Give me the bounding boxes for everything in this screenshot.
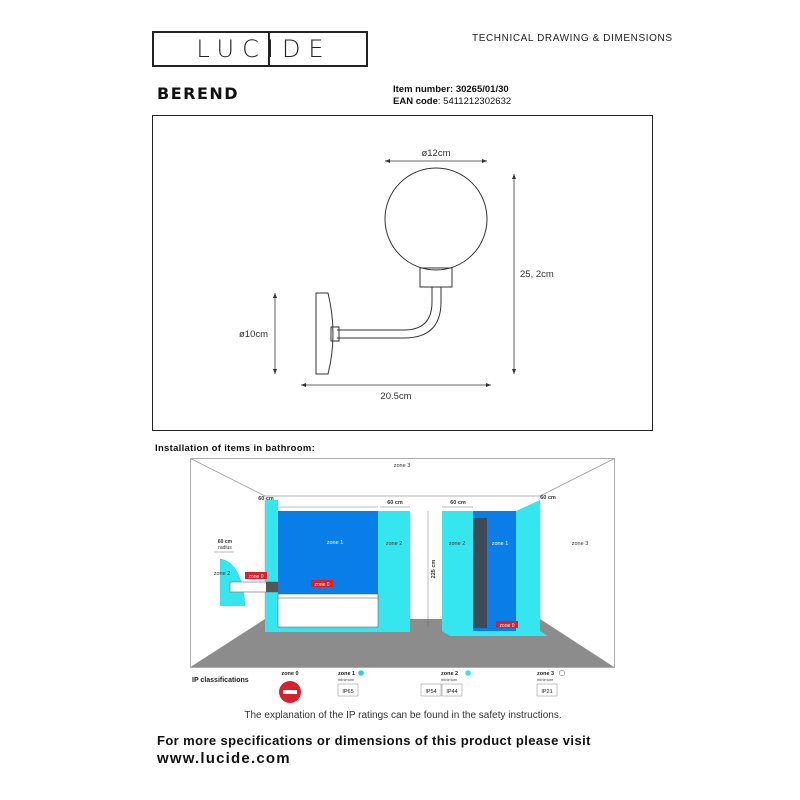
- dim-globe-diameter: ø12cm: [421, 148, 451, 159]
- ip-zone3-rating: IP21: [541, 689, 553, 695]
- ip-zone2-rating-b: IP44: [446, 689, 458, 695]
- technical-drawing-svg: [153, 116, 654, 432]
- zone2-mid-left: [378, 511, 410, 627]
- ip-zone2-label: zone 2: [441, 671, 459, 677]
- dim-60-left: 60 cm: [258, 496, 274, 502]
- ip-explanation: The explanation of the IP ratings can be found in the safety instructions.: [244, 710, 562, 721]
- zone0-sink-label: zone 0: [248, 574, 264, 580]
- zone1-dot-icon: [358, 670, 364, 676]
- zone0-bath-label: zone 0: [314, 582, 330, 588]
- ip-zone2-rating-a: IP54: [425, 689, 437, 695]
- radius-word: radius: [218, 545, 232, 551]
- zone0-shower-label: zone 0: [499, 623, 515, 629]
- ean-line: EAN code: 5411212302632: [393, 96, 512, 107]
- ip-zone3-label: zone 3: [537, 671, 555, 677]
- zone1-right-label: zone 1: [491, 541, 509, 547]
- zone2-left-side: [265, 500, 278, 632]
- dim-height: 25, 2cm: [520, 269, 554, 280]
- product-name: BEREND: [157, 84, 240, 103]
- shower-wall: [473, 518, 487, 628]
- zone2-mid-label: zone 2: [385, 541, 403, 547]
- zone2-right-label: zone 2: [448, 541, 466, 547]
- item-number-value: 30265/01/30: [455, 84, 509, 95]
- dim-60-mid2: 60 cm: [450, 500, 466, 506]
- dim-depth: 20.5cm: [380, 391, 412, 402]
- globe-holder: [420, 268, 452, 287]
- dim-60-right: 60 cm: [540, 495, 556, 501]
- bathroom-title: Installation of items in bathroom:: [155, 443, 316, 454]
- globe-shape: [385, 168, 487, 270]
- zone3-right-label: zone 3: [571, 541, 589, 547]
- arm-outer: [337, 287, 432, 330]
- zone1-left-label: zone 1: [326, 540, 344, 546]
- ip-title: IP classifications: [192, 677, 249, 684]
- ip-zone1-rating: IP65: [342, 689, 354, 695]
- footer-text: For more specifications or dimensions of this product please visit: [157, 733, 591, 748]
- wall-plate: [316, 293, 333, 374]
- zone2-right: [442, 511, 473, 631]
- bathroom-diagram: [190, 454, 615, 729]
- item-number-line: [393, 84, 509, 95]
- bathtub: [278, 597, 378, 627]
- technical-drawing: [152, 115, 653, 431]
- ean-value: 5411212302632: [443, 96, 512, 107]
- item-number-label: Item number:: [393, 84, 454, 95]
- dim-225: 225 cm: [431, 559, 437, 579]
- zone3-top-label: zone 3: [393, 463, 411, 469]
- brand-logo: LUCIDE: [196, 35, 332, 63]
- dim-base-diameter: ø10cm: [239, 329, 269, 340]
- document-type: TECHNICAL DRAWING & DIMENSIONS: [472, 33, 673, 44]
- arm-neck: [331, 327, 339, 341]
- ip-zone2-min: minimum: [441, 677, 458, 682]
- ip-zone3-min: minimum: [537, 677, 554, 682]
- ip-zone1-min: minimum: [338, 677, 355, 682]
- ip-zone0-label: zone 0: [281, 671, 299, 677]
- zone2-dot-icon: [465, 670, 471, 676]
- zone2-sink-label: zone 2: [213, 571, 231, 577]
- zone3-dot-icon: [559, 670, 565, 676]
- radius-dim: 60 cm: [217, 539, 233, 545]
- ip-zone1-label: zone 1: [338, 671, 356, 677]
- dim-60-mid1: 60 cm: [387, 500, 403, 506]
- ean-label: EAN code: [393, 96, 438, 107]
- footer-url-link[interactable]: www.lucide.com: [157, 750, 291, 767]
